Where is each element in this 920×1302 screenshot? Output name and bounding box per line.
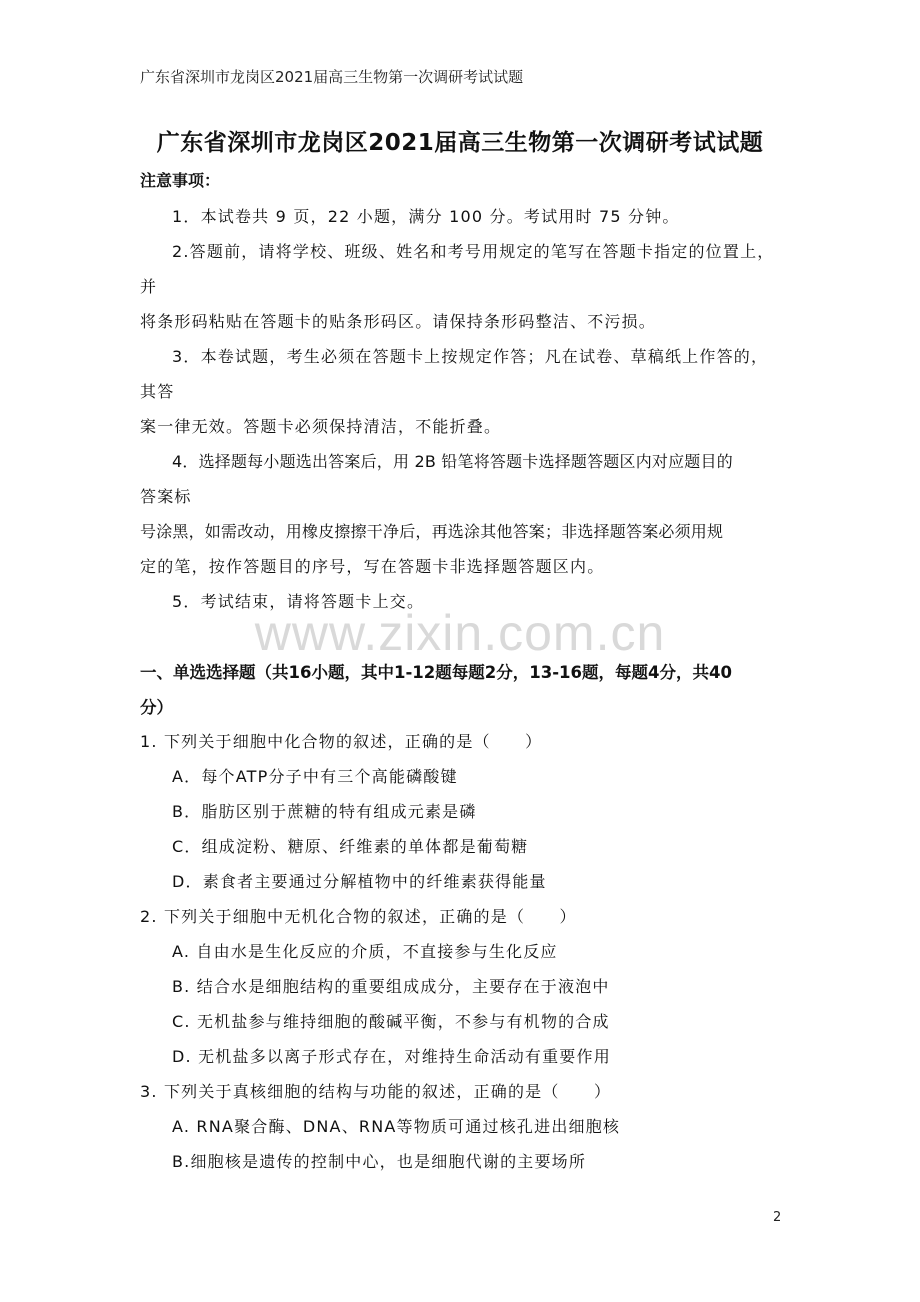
running-header: 广东省深圳市龙岗区2021届高三生物第一次调研考试试题 [140, 68, 524, 86]
notice-line: 案一律无效。答题卡必须保持清洁，不能折叠。 [140, 417, 502, 436]
question-option: B.细胞核是遗传的控制中心，也是细胞代谢的主要场所 [172, 1152, 587, 1171]
section-heading: 一、单选选择题（共16小题，其中1-12题每题2分，13-16题，每题4分，共40 [140, 663, 732, 682]
question-option: C．组成淀粉、糖原、纤维素的单体都是葡萄糖 [172, 837, 529, 856]
section-heading-cont: 分） [140, 698, 173, 717]
notice-heading: 注意事项： [140, 171, 221, 190]
notice-line: 并 [140, 277, 158, 296]
notice-line: 答案标 [140, 487, 192, 506]
question-option: A. 自由水是生化反应的介质，不直接参与生化反应 [172, 942, 558, 961]
notice-line: 1．本试卷共 9 页，22 小题，满分 100 分。考试用时 75 分钟。 [172, 207, 680, 226]
question-option: D. 无机盐多以离子形式存在，对维持生命活动有重要作用 [172, 1047, 611, 1066]
notice-line: 4．选择题每小题选出答案后，用 2B 铅笔将答题卡选择题答题区内对应题目的 [172, 452, 733, 471]
question-option: A. RNA聚合酶、DNA、RNA等物质可通过核孔进出细胞核 [172, 1117, 621, 1136]
question-option: B. 结合水是细胞结构的重要组成成分，主要存在于液泡中 [172, 977, 610, 996]
question-stem: 2. 下列关于细胞中无机化合物的叙述，正确的是（ ） [140, 907, 577, 926]
question-stem: 1. 下列关于细胞中化合物的叙述，正确的是（ ） [140, 732, 543, 751]
question-option: C. 无机盐参与维持细胞的酸碱平衡，不参与有机物的合成 [172, 1012, 610, 1031]
watermark: www.zixin.com.cn [254, 605, 666, 661]
notice-line: 定的笔，按作答题目的序号，写在答题卡非选择题答题区内。 [140, 557, 605, 576]
question-option: A．每个ATP分子中有三个高能磷酸键 [172, 767, 458, 786]
document-title: 广东省深圳市龙岗区2021届高三生物第一次调研考试试题 [156, 130, 764, 156]
question-option: D．素食者主要通过分解植物中的纤维素获得能量 [172, 872, 547, 891]
notice-line: 2.答题前，请将学校、班级、姓名和考号用规定的笔写在答题卡指定的位置上， [172, 242, 775, 261]
notice-line: 3．本卷试题，考生必须在答题卡上按规定作答；凡在试卷、草稿纸上作答的， [172, 347, 769, 366]
question-stem: 3. 下列关于真核细胞的结构与功能的叙述，正确的是（ ） [140, 1082, 612, 1101]
page-number: 2 [773, 1210, 782, 1225]
notice-line: 其答 [140, 382, 175, 401]
notice-line: 将条形码粘贴在答题卡的贴条形码区。请保持条形码整洁、不污损。 [140, 312, 657, 331]
question-option: B．脂肪区别于蔗糖的特有组成元素是磷 [172, 802, 477, 821]
notice-line: 5．考试结束，请将答题卡上交。 [172, 592, 425, 611]
notice-line: 号涂黑，如需改动，用橡皮擦擦干净后，再选涂其他答案；非选择题答案必须用规 [140, 522, 724, 541]
